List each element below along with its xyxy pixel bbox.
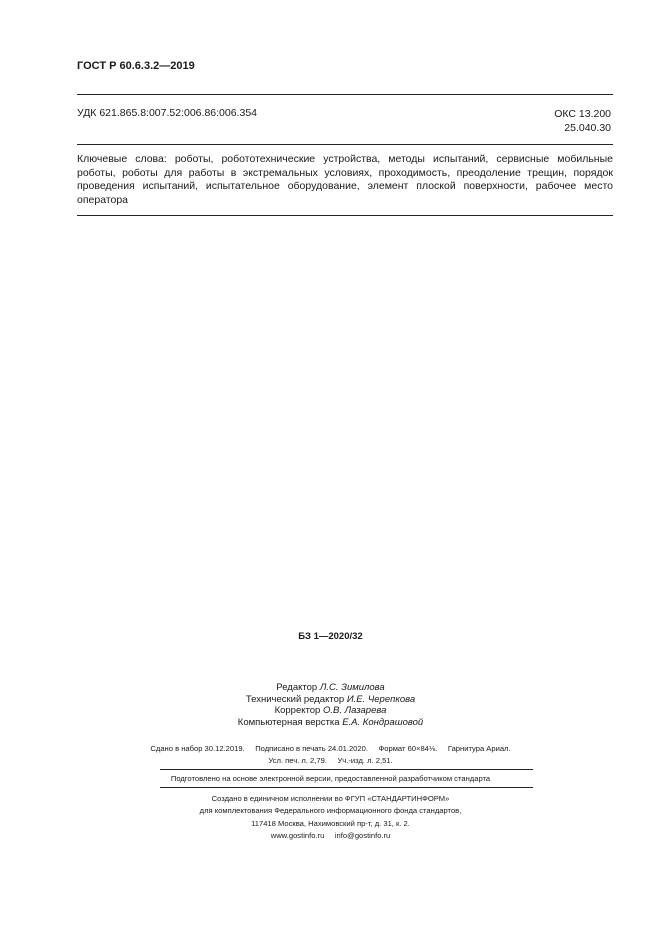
credits-block — [0, 682, 661, 729]
credit-name: О.В. Лазарева — [322, 705, 387, 717]
credit-layout — [0, 717, 661, 729]
top-rule — [77, 94, 613, 95]
publisher-address — [0, 818, 661, 841]
prepared-rule — [160, 787, 533, 788]
upper-rule — [77, 144, 613, 145]
standard-number: ГОСТ Р 60.6.3.2—2019 — [77, 60, 195, 72]
publication-rule — [160, 769, 533, 770]
publication-info — [0, 743, 661, 767]
credit-name: И.Е. Черепкова — [346, 693, 416, 705]
oks-line-1: ОКС 13.200 — [554, 108, 611, 120]
keywords-paragraph: Ключевые слова: роботы, робототехнические устройства, методы испытаний, сервисные мобильные роботы, роботы для работы в экстремальных условиях, проходимость, преодоление трещин, порядок проведения испытаний, испытательное оборудование, элемент плоской поверхности, рабочее место оператора — [77, 153, 613, 206]
created-line-2: для комплектования Федерального информационного фонда стандартов, — [199, 805, 462, 815]
credit-editor — [0, 682, 661, 694]
address-line-1: 117418 Москва, Нахимовский пр-т, д. 31, к. 2. — [251, 819, 410, 828]
credit-name: Л.С. Зимилова — [319, 682, 385, 693]
oks-line-2: 25.040.30 — [564, 122, 611, 134]
publication-line-1: Сдано в набор 30.12.2019. Подписано в печать 24.01.2020. Формат 60×84⅛. Гарнитура Ариал. — [150, 744, 511, 753]
credit-tech-editor — [0, 694, 661, 706]
credit-role: Технический редактор — [245, 693, 345, 705]
credit-corrector — [0, 705, 661, 717]
created-line-1: Создано в единичном исполнении во ФГУП «СТАНДАРТИНФОРМ» — [211, 794, 450, 803]
bz-number: БЗ 1—2020/32 — [298, 631, 363, 642]
credit-role: Корректор — [274, 705, 321, 717]
keywords-rule — [77, 215, 613, 216]
created-note — [0, 793, 661, 816]
udk-code: УДК 621.865.8:007.52:006.86:006.354 — [77, 107, 257, 119]
prepared-note: Подготовлено на основе электронной версии, предоставленной разработчиком стандарта — [170, 774, 491, 783]
credit-name: Е.А. Кондрашовой — [342, 717, 424, 729]
credit-role: Редактор — [276, 682, 318, 693]
credit-role: Компьютерная верстка — [237, 717, 340, 729]
oks-code — [554, 107, 611, 135]
publication-line-2: Усл. печ. л. 2,79. Уч.-изд. л. 2,51. — [268, 756, 393, 765]
address-line-2: www.gostinfo.ru info@gostinfo.ru — [270, 830, 391, 840]
